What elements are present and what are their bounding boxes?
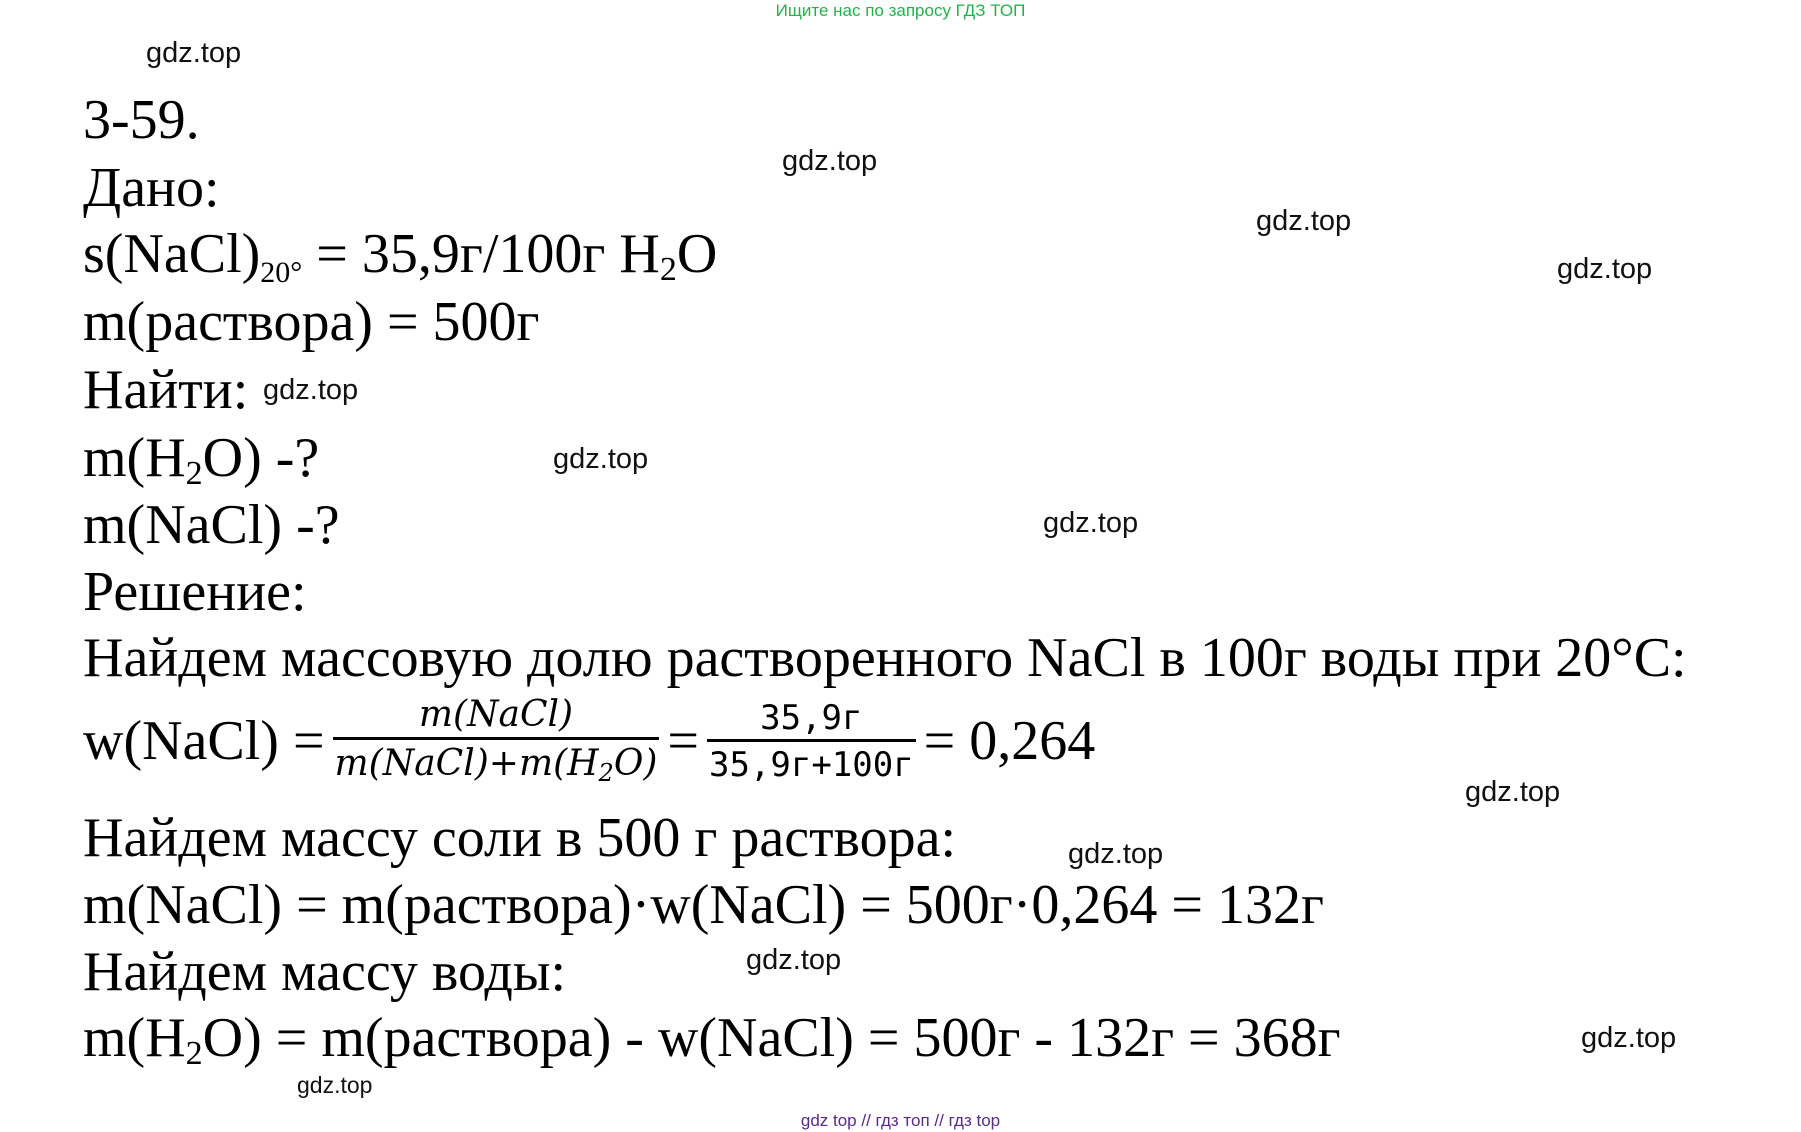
- find-salt: m(NaCl) -?: [83, 494, 340, 556]
- watermark: gdz.top: [1043, 507, 1139, 539]
- given-solubility-suffix: O: [676, 223, 718, 285]
- find-water-suffix: O) -?: [202, 427, 320, 489]
- fraction-symbolic-den-a: m(NaCl)+m(H: [334, 743, 599, 784]
- watermark: gdz.top: [1465, 776, 1561, 808]
- formula-lhs: w(NaCl) =: [83, 710, 325, 772]
- step3-text: Найдем массу воды:: [83, 941, 567, 1003]
- top-banner[interactable]: [0, 1, 1801, 21]
- find-heading: Найти:: [83, 359, 249, 421]
- footer-separator: //: [861, 1111, 871, 1130]
- given-solubility-middle: = 35,9г/100г H: [302, 223, 660, 285]
- given-solubility: [83, 223, 718, 289]
- fraction-numeric-numerator: 35,9г: [760, 697, 863, 738]
- step3-formula-prefix: m(H: [83, 1007, 186, 1069]
- fraction-symbolic-denominator: [333, 737, 660, 785]
- watermark: gdz.top: [782, 145, 878, 177]
- fraction-numeric-denominator: 35,9г+100г: [707, 739, 916, 782]
- footer-separator: //: [934, 1111, 944, 1130]
- fraction-numeric: [707, 697, 916, 785]
- solution-heading: Решение:: [83, 561, 307, 623]
- given-solubility-prefix: s(NaCl): [83, 223, 261, 285]
- fraction-symbolic-numerator: m(NaCl): [418, 694, 574, 735]
- fraction-symbolic-den-b: O): [613, 743, 658, 784]
- watermark: gdz.top: [1581, 1022, 1677, 1054]
- step3-formula: [83, 1007, 1341, 1072]
- watermark: gdz.top: [746, 944, 842, 976]
- find-water: [83, 427, 320, 492]
- watermark: gdz.top: [146, 37, 242, 69]
- watermark: gdz.top: [297, 1072, 373, 1098]
- watermark: gdz.top: [1256, 205, 1352, 237]
- watermark: gdz.top: [263, 374, 359, 406]
- formula-result: = 0,264: [923, 710, 1096, 772]
- fraction-symbolic: [333, 694, 660, 787]
- given-solubility-sub: 2: [659, 251, 677, 288]
- formula-equals: =: [667, 710, 699, 772]
- footer-links: [0, 1111, 1801, 1131]
- watermark: gdz.top: [1557, 253, 1653, 285]
- step1-formula: [83, 694, 1096, 787]
- watermark: gdz.top: [553, 443, 649, 475]
- watermark: gdz.top: [1068, 838, 1164, 870]
- problem-number: 3-59.: [83, 89, 200, 151]
- banner-text[interactable]: Ищите нас по запросу ГДЗ ТОП: [775, 1, 1026, 20]
- footer-link-gdz-top-mixed[interactable]: гдз top: [948, 1111, 1001, 1130]
- given-heading: Дано:: [83, 157, 220, 219]
- fraction-symbolic-den-sub: 2: [598, 759, 614, 787]
- find-water-prefix: m(H: [83, 427, 186, 489]
- step2-text: Найдем массу соли в 500 г раствора:: [83, 807, 957, 869]
- step2-formula: m(NaCl) = m(раствора)·w(NaCl) = 500г·0,264 = 132г: [83, 874, 1324, 936]
- given-solubility-temp: 20°: [260, 256, 303, 289]
- step3-formula-suffix: O) = m(раствора) - w(NaCl) = 500г - 132г = 368г: [202, 1007, 1341, 1069]
- footer-link-gdz-top[interactable]: gdz top: [800, 1111, 857, 1130]
- footer-link-gdz-top-ru[interactable]: гдз топ: [875, 1111, 930, 1130]
- step3-formula-sub: 2: [185, 1035, 203, 1072]
- given-mass: m(раствора) = 500г: [83, 291, 540, 353]
- step1-text: Найдем массовую долю растворенного NaCl в 100г воды при 20°C:: [83, 627, 1687, 689]
- find-water-sub: 2: [185, 455, 203, 492]
